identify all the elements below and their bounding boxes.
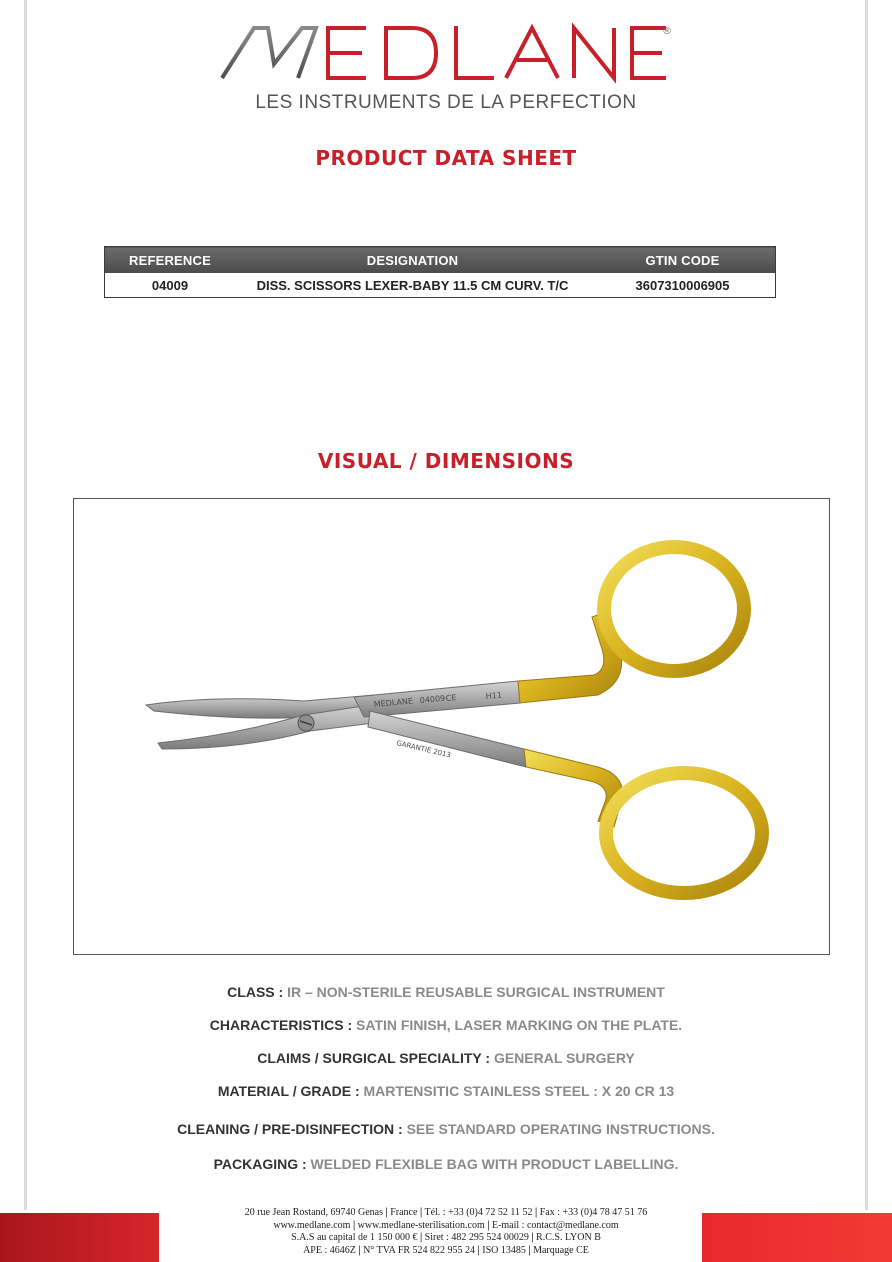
- footer-line-1: 20 rue Jean Rostand, 69740 Genas | France | Tél. : +33 (0)4 72 52 11 52 | Fax : +33 (0)4 78 47 51 76: [244, 1207, 648, 1218]
- footer-rcs: R.C.S. LYON B: [536, 1232, 601, 1243]
- cell-designation: DISS. SCISSORS LEXER-BABY 11.5 CM CURV. T/C: [256, 277, 569, 293]
- medlane-logo: [0, 18, 892, 84]
- footer-iso: ISO 13485: [482, 1244, 526, 1256]
- footer-red-bar-right: [702, 1213, 892, 1262]
- spec-packaging: [0, 1156, 892, 1172]
- footer-capital: S.A.S au capital de 1 150 000 €: [291, 1232, 418, 1243]
- spec-value: MARTENSITIC STAINLESS STEEL : X 20 CR 13: [363, 1083, 675, 1099]
- product-visual-frame: [73, 498, 830, 955]
- cell-gtin-code: 3607310006905: [635, 277, 730, 293]
- footer-email[interactable]: E-mail : contact@medlane.com: [491, 1219, 619, 1231]
- svg-text:MEDLANE: MEDLANE: [373, 696, 414, 709]
- spec-class: [0, 984, 892, 1000]
- surgical-scissors-icon: [74, 499, 829, 954]
- cell-reference: 04009: [151, 277, 189, 293]
- footer-line-3: S.A.S au capital de 1 150 000 € | Siret : 482 295 524 00029 | R.C.S. LYON B: [291, 1232, 601, 1243]
- footer-red-bar-left: [0, 1213, 159, 1262]
- svg-text:H11: H11: [485, 690, 503, 701]
- spec-value: SATIN FINISH, LASER MARKING ON THE PLATE.: [356, 1017, 683, 1033]
- spec-label: CHARACTERISTICS :: [209, 1017, 357, 1033]
- header-reference: REFERENCE: [105, 247, 236, 274]
- footer-tel: Tél. : +33 (0)4 72 52 11 52: [424, 1207, 533, 1218]
- brand-tagline: LES INSTRUMENTS DE LA PERFECTION: [255, 92, 637, 113]
- spec-characteristics: [0, 1017, 892, 1033]
- spec-label: PACKAGING :: [213, 1156, 311, 1172]
- spec-material: [0, 1083, 892, 1099]
- spec-label: CLEANING / PRE-DISINFECTION :: [177, 1121, 407, 1137]
- medlane-logo-icon: [216, 18, 676, 84]
- footer-marking: Marquage CE: [533, 1244, 589, 1256]
- footer-address: 20 rue Jean Rostand, 69740 Genas: [244, 1207, 384, 1218]
- spec-cleaning: [0, 1121, 892, 1137]
- footer-siret: Siret : 482 295 524 00029: [424, 1232, 529, 1243]
- footer-ape: APE : 4646Z: [303, 1244, 356, 1256]
- spec-label: CLASS :: [227, 984, 288, 1000]
- product-data-sheet-title: PRODUCT DATA SHEET: [315, 146, 577, 170]
- spec-label: CLAIMS / SURGICAL SPECIALITY :: [257, 1050, 494, 1066]
- header-gtin-code: GTIN CODE: [590, 247, 776, 274]
- footer-website-sterilisation[interactable]: www.medlane-sterilisation.com: [357, 1219, 485, 1231]
- footer-website[interactable]: www.medlane.com: [273, 1219, 351, 1231]
- spec-value: IR – NON-STERILE REUSABLE SURGICAL INSTRUMENT: [287, 984, 665, 1000]
- spec-claims: [0, 1050, 892, 1066]
- table-header-row: [105, 247, 776, 274]
- visual-dimensions-title: VISUAL / DIMENSIONS: [317, 449, 575, 473]
- header-designation: DESIGNATION: [235, 247, 590, 274]
- spec-label: MATERIAL / GRADE :: [217, 1083, 364, 1099]
- svg-text:CE: CE: [445, 693, 457, 703]
- footer-country: France: [390, 1207, 418, 1218]
- svg-text:®: ®: [662, 26, 672, 37]
- footer-fax: Fax : +33 (0)4 78 47 51 76: [539, 1207, 648, 1218]
- svg-text:04009: 04009: [419, 693, 446, 705]
- footer-tva: N° TVA FR 524 822 955 24: [363, 1244, 476, 1256]
- table-row: [105, 273, 776, 298]
- svg-text:GARANTIE 2013: GARANTIE 2013: [395, 739, 452, 760]
- spec-value: SEE STANDARD OPERATING INSTRUCTIONS.: [406, 1121, 715, 1137]
- reference-table: [104, 246, 776, 298]
- footer-line-2: www.medlane.com | www.medlane-sterilisation.com | E-mail : contact@medlane.com: [273, 1219, 619, 1231]
- footer-line-4: APE : 4646Z | N° TVA FR 524 822 955 24 | ISO 13485 | Marquage CE: [303, 1244, 589, 1256]
- company-footer: [190, 1207, 702, 1257]
- spec-value: GENERAL SURGERY: [493, 1050, 635, 1066]
- spec-value: WELDED FLEXIBLE BAG WITH PRODUCT LABELLING.: [310, 1156, 679, 1172]
